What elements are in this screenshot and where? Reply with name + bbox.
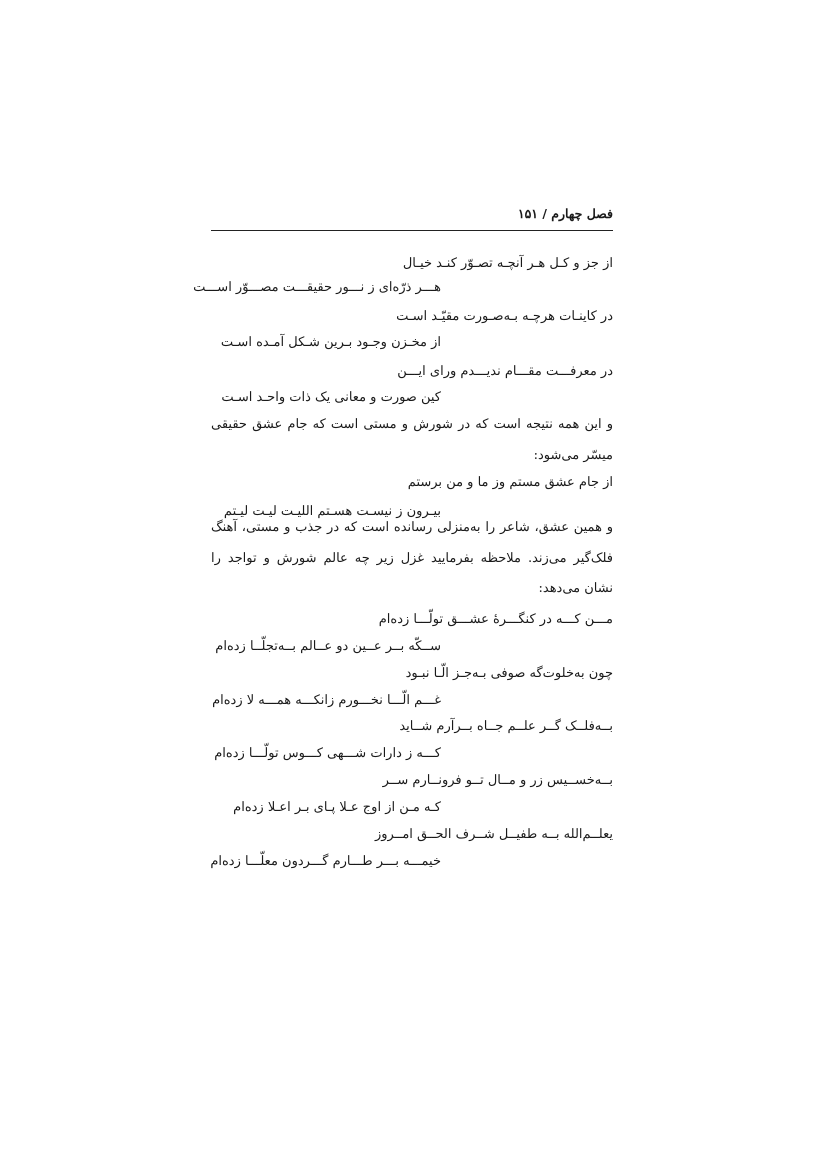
ghazal-verse-5-first-hemistich: یعلــم‌الله بــه طفیــل شــرف الحــق امــروز [375, 827, 613, 842]
ghazal-verse-5-second-hemistich: خیمـــه بـــر طـــارم گـــردون معلّـــا زده‌ام [210, 854, 441, 869]
ghazal-verse-3-second-hemistich: کـــه ز دارات شـــهی کـــوس تولّـــا زده‌ام [214, 746, 441, 761]
ghazal-verse-2-second-hemistich: غـــم الّـــا نخـــورم زانکـــه همـــه لا زده‌ام [212, 693, 441, 708]
ghazal-verse-1-second-hemistich: ســکّه بــر عــین دو عــالم بــه‌تجلّــا زده‌ام [215, 639, 441, 654]
prose-paragraph-2: و همین عشق، شاعر را به‌منزلی رسانده است که در جذب و مستی، آهنگ فلک‌گیر می‌زند. ملاحظه بفرمایید غزل زیر چه عالم شورش و تواجد را نشان می‌دهد: [211, 520, 613, 596]
ghazal-verse-4-first-hemistich: بــه‌خســیس زر و مــال تــو فرونــارم ســر [382, 773, 613, 788]
prose-paragraph-1: و این همه نتیجه است که در شورش و مستی است که جام عشق حقیقی میسّر می‌شود: [211, 417, 613, 463]
verse-4-first-hemistich: از جام عشق مستم وز ما و من برستم [407, 475, 613, 490]
verse-3-second-hemistich: کین صورت و معانی یک ذات واحـد اسـت [221, 390, 441, 405]
verse-2-first-hemistich: در کاینـات هرچـه بـه‌صـورت مقیّـد اسـت [396, 309, 613, 324]
verse-2-second-hemistich: از مخـزن وجـود بـرین شـکل آمـده اسـت [220, 335, 441, 350]
verse-3-first-hemistich: در معرفـــت مقـــام ندیـــدم ورای ایـــن [397, 364, 613, 379]
verse-4-second-hemistich: بیـرون ز نیسـت هسـتم اللیـت لیـت لیـتم [223, 504, 441, 519]
ghazal-verse-2-first-hemistich: چون به‌خلوت‌گه صوفی بـه‌جـز الّـا نبـود [405, 666, 613, 681]
ghazal-verse-1-first-hemistich: مـــن کـــه در کنگـــرهٔ عشـــق تولّـــا زده‌ام [378, 612, 613, 627]
running-title: فصل چهارم / ۱۵۱ [517, 206, 613, 221]
verse-1-second-hemistich: هـــر ذرّه‌ای ز نـــور حقیقـــت مصـــوّر اســـت [193, 280, 441, 295]
header-divider [211, 230, 613, 231]
verse-1-first-hemistich: از جز و کـل هـر آنچـه تصـوّر کنـد خیـال [402, 256, 613, 271]
ghazal-verse-3-first-hemistich: بــه‌فلــک گــر علــم جــاه بــرآرم شــاید [399, 719, 613, 734]
running-header [211, 206, 613, 228]
ghazal-verse-4-second-hemistich: کـه مـن از اوج عـلا پـای بـر اعـلا زده‌ام [233, 800, 441, 815]
